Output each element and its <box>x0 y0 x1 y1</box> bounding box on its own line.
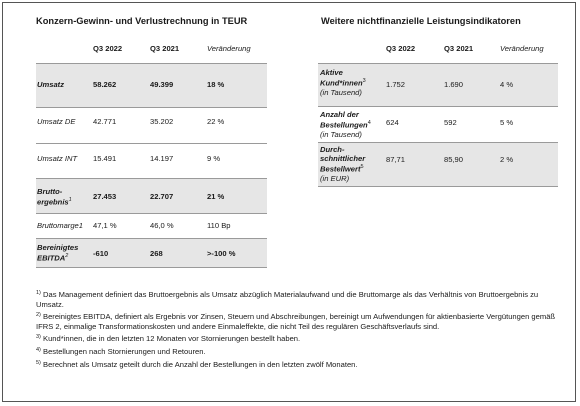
footnote-3: $^{3)}$ Kund*innen, die in den letzten 12 Monaten vor Stornierungen bestellt haben. <box>36 334 301 344</box>
row-label-anzahl-bestellungen: Anzahl der Bestellungen$^4$ (in Tausend) <box>320 110 371 139</box>
cell-bruttoergebnis-q3-2022: 27.453 <box>93 192 117 201</box>
footnote-5: $^{5)}$ Berechnet als Umsatz geteilt durch die Anzahl der Bestellungen in den letzten zwölf Monaten. <box>36 359 358 369</box>
cell-ebitda-q3-2021: 268 <box>150 249 163 258</box>
cell-umsatz-de-q3-2021: 35.202 <box>150 117 174 126</box>
right-header-q3-2021: Q3 2021 <box>444 44 474 53</box>
cell-bruttomarge-change: 110 Bp <box>207 221 231 230</box>
footnote-2: $^{2)}$ Bereinigtes EBITDA, definiert als Ergebnis vor Zinsen, Steuern und Abschreibungen, bereinigt um Aufwendungen für aktienbasierte Vergütungen gemäß IFRS 2, einmalige Transformationskosten und andere Einmaleffekte, die nicht Teil des regulären Geschäftsverlaufs sind. <box>36 312 556 331</box>
row-label-umsatz: Umsatz <box>37 80 65 89</box>
cell-bruttomarge-q3-2021: 46,0 % <box>150 221 174 230</box>
left-header-q3-2021: Q3 2021 <box>150 44 180 53</box>
row-label-bruttoergebnis: Brutto- ergebnis$^1$ <box>37 187 72 207</box>
left-rule-top <box>36 63 267 64</box>
cell-umsatz-int-q3-2022: 15.491 <box>93 154 117 163</box>
cell-umsatz-de-change: 22 % <box>207 117 225 126</box>
cell-bestellwert-q3-2022: 87,71 <box>386 155 406 164</box>
row-label-aktive-kundinnen: Aktive Kund*innen$^3$ (in Tausend) <box>320 68 366 97</box>
cell-kundinnen-q3-2021: 1.690 <box>444 80 464 89</box>
cell-umsatz-int-q3-2021: 14.197 <box>150 154 174 163</box>
left-rule <box>36 213 267 214</box>
cell-umsatz-change: 18 % <box>207 80 225 89</box>
cell-kundinnen-q3-2022: 1.752 <box>386 80 406 89</box>
cell-bestellungen-q3-2022: 624 <box>386 118 399 127</box>
row-label-umsatz-de: Umsatz DE <box>37 117 76 126</box>
cell-bruttoergebnis-change: 21 % <box>207 192 225 201</box>
footnote-4: $^{4)}$ Bestellungen nach Stornierungen und Retouren. <box>36 346 206 356</box>
left-header-change: Veränderung <box>207 44 251 53</box>
right-header-q3-2022: Q3 2022 <box>386 44 416 53</box>
right-header-change: Veränderung <box>500 44 544 53</box>
cell-ebitda-change: >-100 % <box>207 249 236 258</box>
left-rule <box>36 178 267 179</box>
row-label-bruttomarge: Bruttomarge1 <box>37 221 84 230</box>
right-rule-bottom <box>318 186 558 187</box>
cell-umsatz-int-change: 9 % <box>207 154 221 163</box>
footnote-1: $^{1)}$ Das Management definiert das Bruttoergebnis als Umsatz abzüglich Materialaufwand und die Bruttomarge als das Verhältnis von Bruttoergebnis zu Umsatz. <box>36 290 539 309</box>
footnotes <box>36 290 556 372</box>
row-label-umsatz-int: Umsatz INT <box>37 154 78 163</box>
left-table-title: Konzern-Gewinn- und Verlustrechnung in TEUR <box>36 16 248 26</box>
left-rule <box>36 143 267 144</box>
right-rule <box>318 106 558 107</box>
right-table-title: Weitere nichtfinanzielle Leistungsindikatoren <box>321 16 521 26</box>
left-rule-bottom <box>36 267 267 268</box>
cell-umsatz-q3-2021: 49.399 <box>150 80 174 89</box>
right-rule <box>318 142 558 143</box>
left-rule <box>36 238 267 239</box>
left-header-q3-2022: Q3 2022 <box>93 44 123 53</box>
cell-kundinnen-change: 4 % <box>500 80 514 89</box>
cell-bruttoergebnis-q3-2021: 22.707 <box>150 192 174 201</box>
cell-umsatz-q3-2022: 58.262 <box>93 80 117 89</box>
right-rule-top <box>318 63 558 64</box>
cell-bestellwert-q3-2021: 85,90 <box>444 155 464 164</box>
cell-bestellwert-change: 2 % <box>500 155 514 164</box>
row-label-bestellwert: Durch- schnittlicher Bestellwert$^5$ (in EUR) <box>320 145 366 183</box>
cell-bestellungen-q3-2021: 592 <box>444 118 457 127</box>
cell-umsatz-de-q3-2022: 42.771 <box>93 117 117 126</box>
left-rule <box>36 107 267 108</box>
cell-bestellungen-change: 5 % <box>500 118 514 127</box>
cell-bruttomarge-q3-2022: 47,1 % <box>93 221 117 230</box>
row-label-bereinigtes-ebitda: Bereinigtes EBITDA$^2$ <box>37 243 79 263</box>
cell-ebitda-q3-2022: -610 <box>93 249 109 258</box>
